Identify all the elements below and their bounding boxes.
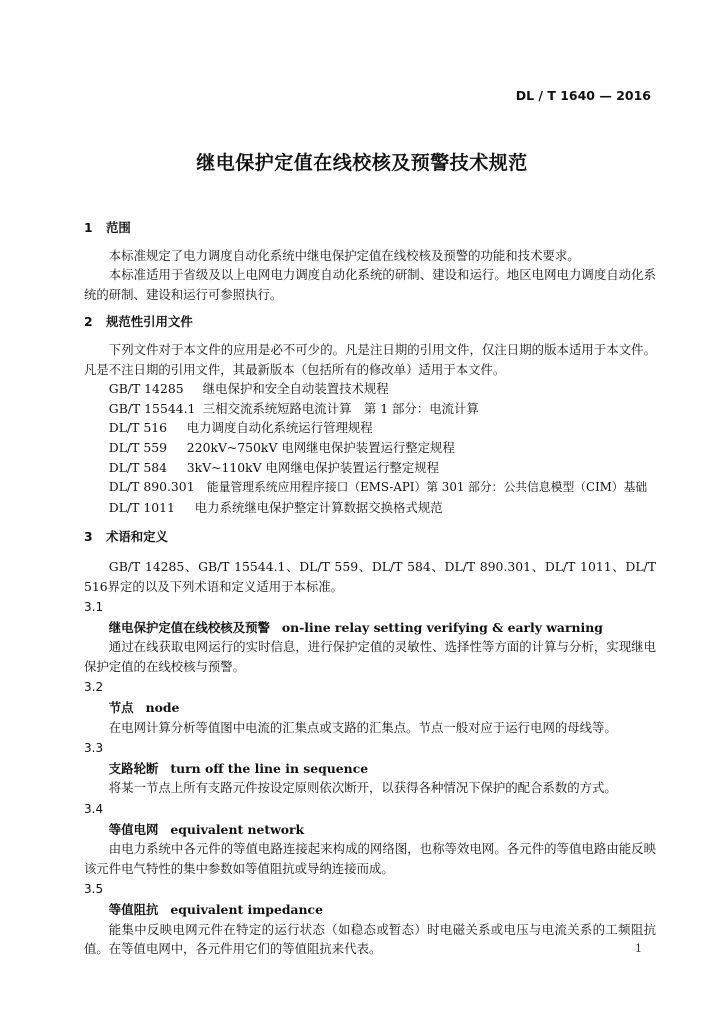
term-entry	[84, 878, 656, 958]
term-entry	[84, 596, 656, 676]
reference-item	[84, 399, 656, 419]
reference-code: DL/T 890.301	[108, 479, 195, 495]
reference-item	[84, 477, 656, 498]
reference-code: DL/T 516	[108, 420, 167, 436]
term-zh: 支路轮断	[108, 760, 159, 776]
term-heading	[84, 759, 656, 779]
term-number: 3.5	[84, 882, 104, 897]
term-definition: 通过在线获取电网运行的实时信息，进行保护定值的灵敏性、选择性等方面的计算与分析，实现继电保护定值的在线校核与预警。	[84, 639, 656, 674]
term-number: 3.2	[84, 680, 104, 695]
term-number: 3.1	[84, 600, 104, 615]
section-title: 规范性引用文件	[106, 314, 193, 330]
section-heading	[84, 527, 656, 547]
term-number: 3.4	[84, 802, 104, 817]
term-zh: 等值阻抗	[108, 902, 159, 917]
term-zh: 节点	[108, 700, 134, 716]
section-number: 2	[84, 314, 93, 330]
section-number: 1	[84, 220, 93, 235]
term-en: equivalent impedance	[170, 902, 323, 917]
term-zh: 继电保护定值在线校核及预警	[108, 619, 270, 635]
reference-title: 电力系统继电保护整定计算数据交换格式规范	[194, 499, 443, 515]
reference-item	[84, 418, 656, 438]
term-number: 3.3	[84, 741, 104, 756]
document-title: 继电保护定值在线校核及预警技术规范	[196, 152, 528, 174]
reference-title: 三相交流系统短路电流计算 第 1 部分：电流计算	[202, 400, 479, 416]
reference-item	[84, 379, 656, 399]
term-heading	[84, 900, 656, 920]
reference-item	[84, 498, 656, 518]
reference-list	[84, 379, 656, 517]
term-heading	[84, 698, 656, 718]
section-title: 范围	[106, 220, 131, 235]
term-definition: 在电网计算分析等值图中电流的汇集点或支路的汇集点。节点一般对应于运行电网的母线等。	[108, 719, 617, 735]
paragraph: GB/T 14285、GB/T 15544.1、DL/T 559、DL/T 584、DL/T 890.301、DL/T 1011、DL/T 516界定的以及下列术语和定义适用于本标准。	[84, 558, 656, 594]
term-entry	[84, 676, 656, 737]
paragraph: 本标准适用于省级及以上电网电力调度自动化系统的研制、建设和运行。地区电网电力调度自动化系统的研制、建设和运行可参照执行。	[84, 267, 656, 302]
reference-title: 能量管理系统应用程序接口（EMS-API）第 301 部分：公共信息模型（CIM）基础	[206, 480, 648, 495]
section-heading	[84, 312, 656, 332]
term-en: turn off the line in sequence	[170, 760, 369, 776]
reference-code: GB/T 15544.1	[108, 400, 196, 416]
page-number: 1	[635, 942, 642, 955]
reference-title: 继电保护和安全自动装置技术规程	[202, 381, 389, 397]
document-body	[84, 218, 656, 959]
paragraph: 下列文件对于本文件的应用是必不可少的。凡是注日期的引用文件，仅注日期的版本适用于本文件。凡是不注日期的引用文件，其最新版本（包括所有的修改单）适用于本文件。	[84, 341, 656, 377]
reference-code: DL/T 559	[108, 439, 167, 455]
reference-title: 220kV~750kV 电网继电保护装置运行整定规程	[186, 439, 455, 455]
term-definition: 由电力系统中各元件的等值电路连接起来构成的网络图，也称等效电网。各元件的等值电路由能反映该元件电气特性的集中参数如等值阻抗或导纳连接而成。	[84, 841, 656, 876]
term-heading	[84, 820, 656, 840]
term-en: equivalent network	[170, 821, 305, 837]
section-heading	[84, 218, 656, 238]
section-title: 术语和定义	[106, 529, 168, 545]
reference-code: DL/T 584	[108, 459, 167, 475]
reference-item	[84, 458, 656, 478]
reference-title: 3kV~110kV 电网继电保护装置运行整定规程	[186, 459, 440, 475]
term-definition: 将某一节点上所有支路元件按设定原则依次断开，以获得各种情况下保护的配合系数的方式。	[108, 780, 617, 796]
standard-code: DL / T 1640 — 2016	[515, 88, 651, 103]
reference-item	[84, 438, 656, 458]
term-en: node	[145, 700, 180, 716]
section-number: 3	[84, 529, 93, 545]
term-definition: 能集中反映电网元件在特定的运行状态（如稳态或暂态）时电磁关系或电压与电流关系的工频阻抗值。在等值电网中，各元件用它们的等值阻抗来代表。	[84, 921, 656, 957]
paragraph: 本标准规定了电力调度自动化系统中继电保护定值在线校核及预警的功能和技术要求。	[108, 247, 580, 263]
term-zh: 等值电网	[108, 821, 159, 837]
term-heading	[84, 618, 656, 638]
term-en: on-line relay setting verifying & early warning	[281, 619, 603, 635]
reference-code: DL/T 1011	[108, 499, 175, 515]
reference-title: 电力调度自动化系统运行管理规程	[186, 420, 373, 436]
term-entry	[84, 737, 656, 798]
term-entry	[84, 798, 656, 878]
reference-code: GB/T 14285	[108, 381, 184, 397]
